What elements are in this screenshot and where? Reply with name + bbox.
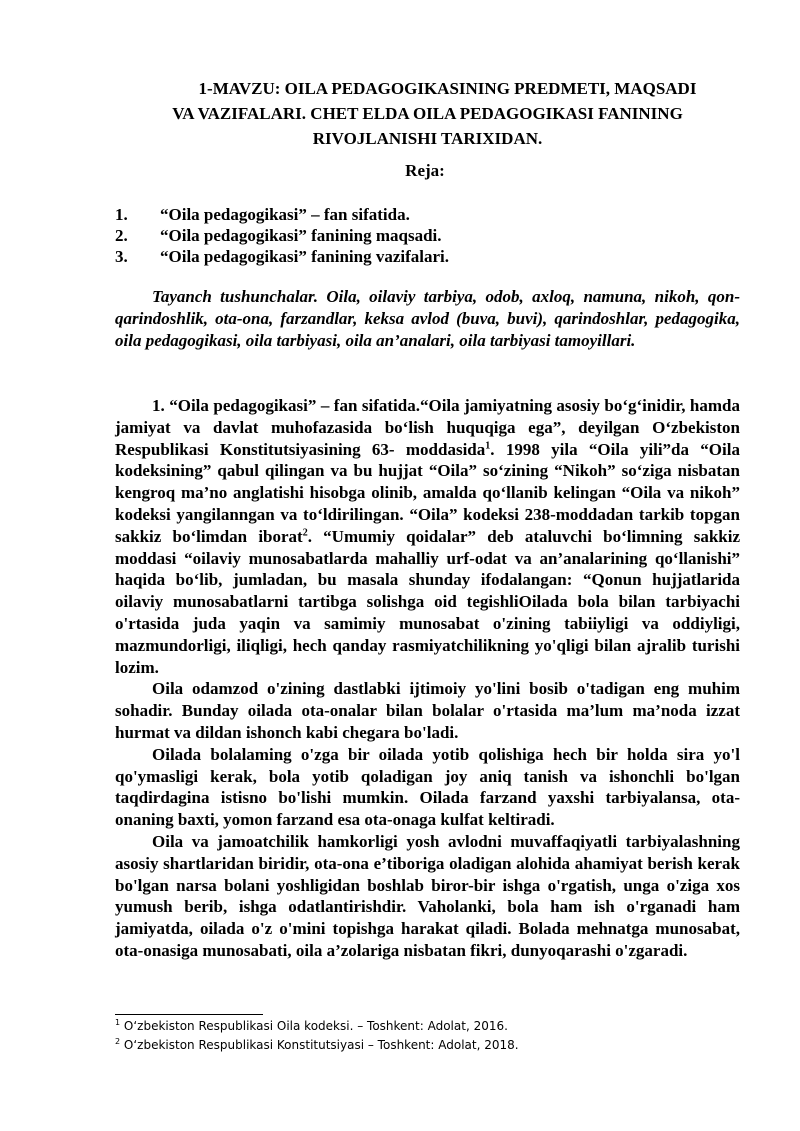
footnote-separator (115, 1014, 263, 1015)
plan-list (115, 204, 740, 267)
footnote-number: 2 (115, 1037, 121, 1046)
footnote (115, 1017, 740, 1036)
plan-item (115, 225, 740, 246)
main-text (115, 395, 740, 962)
footnote (115, 1036, 740, 1055)
footnotes (115, 1017, 740, 1055)
footnote-ref-2[interactable]: 2 (302, 527, 308, 539)
plan-heading: Reja: (405, 161, 445, 180)
plan-item (115, 204, 740, 225)
plan-item-number: 2. (115, 226, 128, 245)
body-text: . “Umumiy qoidalar” deb ataluvchi bo‘limning sakkiz moddasi “oilaviy munosabatlarda mahalliy urf-odat va an’analarining qo‘llanishi” haqida bo‘lib, jumladan, bu masala shunday ifodalangan: “Qonun hujjatlarida oilaviy munosabatlarni tartibga solishga oid tegishliOilada bola bilan tarbiyachi o'rtasida juda yaqin va samimiy munosabat o'zining tabiiyligi va oddiyligi, mazmundorligi, iliqligi, hech qanday rasmiyatchilikning yo'qligi bilan ajralib turishi lozim. (115, 526, 741, 677)
body-paragraph: Oila odamzod o'zining dastlabki ijtimoiy yo'lini bosib o'tadigan eng muhim sohadir. Bunday oilada ota-onalar bilan bolalar o'rtasida ma’lum ma’noda izzat hurmat va dildan ishonch kabi chegara bo'ladi. (115, 679, 740, 742)
title-line-3: RIVOJLANISHI TARIXIDAN. (312, 129, 543, 148)
body-text: 1. “Oila pedagogikasi” – fan sifatida.“Oila jamiyatning asosiy bo‘g‘inidir, hamda jamiyat va davlat muhofazasida bo‘lish huquqiga ega”, deyilgan O‘zbekiston Respublikasi Konstitutsiyasining 63- moddasida (115, 396, 740, 459)
footnote-ref-1[interactable]: 1 (485, 439, 491, 451)
body-paragraph: Oilada bolalaming o'zga bir oilada yotib qolishiga hech bir holda sira yo'l qo'ymasligi kerak, bola yotib qoladigan joy aniq tanish va ishonchli bo'lgan taqdirdagina istisno bo'lishi mumkin. Oilada farzand yaxshi tarbiyalansa, ota-onaning baxti, yomon farzand esa ota-onaga kulfat keltiradi. (115, 744, 740, 830)
plan-item-number: 1. (115, 205, 128, 224)
footnote-text: O‘zbekiston Respublikasi Oila kodeksi. – Toshkent: Adolat, 2016. (120, 1019, 508, 1033)
title-line-2: VA VAZIFALARI. CHET ELDA OILA PEDAGOGIKASI FANINING (172, 104, 683, 123)
footnote-number: 1 (115, 1018, 121, 1027)
plan-item-text: “Oila pedagogikasi” fanining maqsadi. (160, 226, 442, 245)
plan-item (115, 246, 740, 267)
page-title (115, 76, 740, 151)
body-paragraph (115, 395, 740, 678)
plan-item-text: “Oila pedagogikasi” fanining vazifalari. (160, 247, 450, 266)
body-paragraph: Oila va jamoatchilik hamkorligi yosh avlodni muvaffaqiyatli tarbiyalashning asosiy shartlaridan biridir, ota-ona e’tiboriga oladigan alohida ahamiyat berish kerak bo'lgan narsa bolani yoshligidan boshlab biror-bir ishga o'rgatish, unga o'ziga xos yumush berib, ishga odatlantirishdir. Vaholanki, bola ham ish o'rganadi ham jamiyatda, oilada o'z o'mini topishga harakat qiladi. Bolada mehnatga munosabat, ota-onasiga munosabati, oila a’zolariga nisbatan fikri, dunyoqarashi o'zgaradi. (115, 831, 740, 960)
footnote-text: O‘zbekiston Respublikasi Konstitutsiyasi – Toshkent: Adolat, 2018. (120, 1038, 519, 1052)
body-text: . 1998 yila “Oila yili”da “Oila kodeksining” qabul qilingan va bu hujjat “Oila” so‘zining “Nikoh” so‘ziga nisbatan kengroq ma’no anglatishi hisobga olinib, amalda qo‘llanib kelingan “Oila va nikoh” kodeksi yangilanngan va to‘ldirilingan. “Oila” kodeksi 238-moddadan tarkib topgan sakkiz bo‘limdan iborat (115, 439, 740, 546)
plan-item-number: 3. (115, 247, 128, 266)
key-concepts-paragraph: Tayanch tushunchalar. Oila, oilaviy tarbiya, odob, axloq, namuna, nikoh, qon-qarindoshlik, ota-ona, farzandlar, keksa avlod (buva, buvi), qarindoshlar, pedagogika, oila pedagogikasi, oila tarbiyasi, oila an’analari, oila tarbiyasi tamoyillari. (115, 287, 740, 350)
plan-item-text: “Oila pedagogikasi” – fan sifatida. (160, 205, 410, 224)
title-line-1: 1-MAVZU: OILA PEDAGOGIKASINING PREDMETI, MAQSADI (198, 79, 697, 98)
